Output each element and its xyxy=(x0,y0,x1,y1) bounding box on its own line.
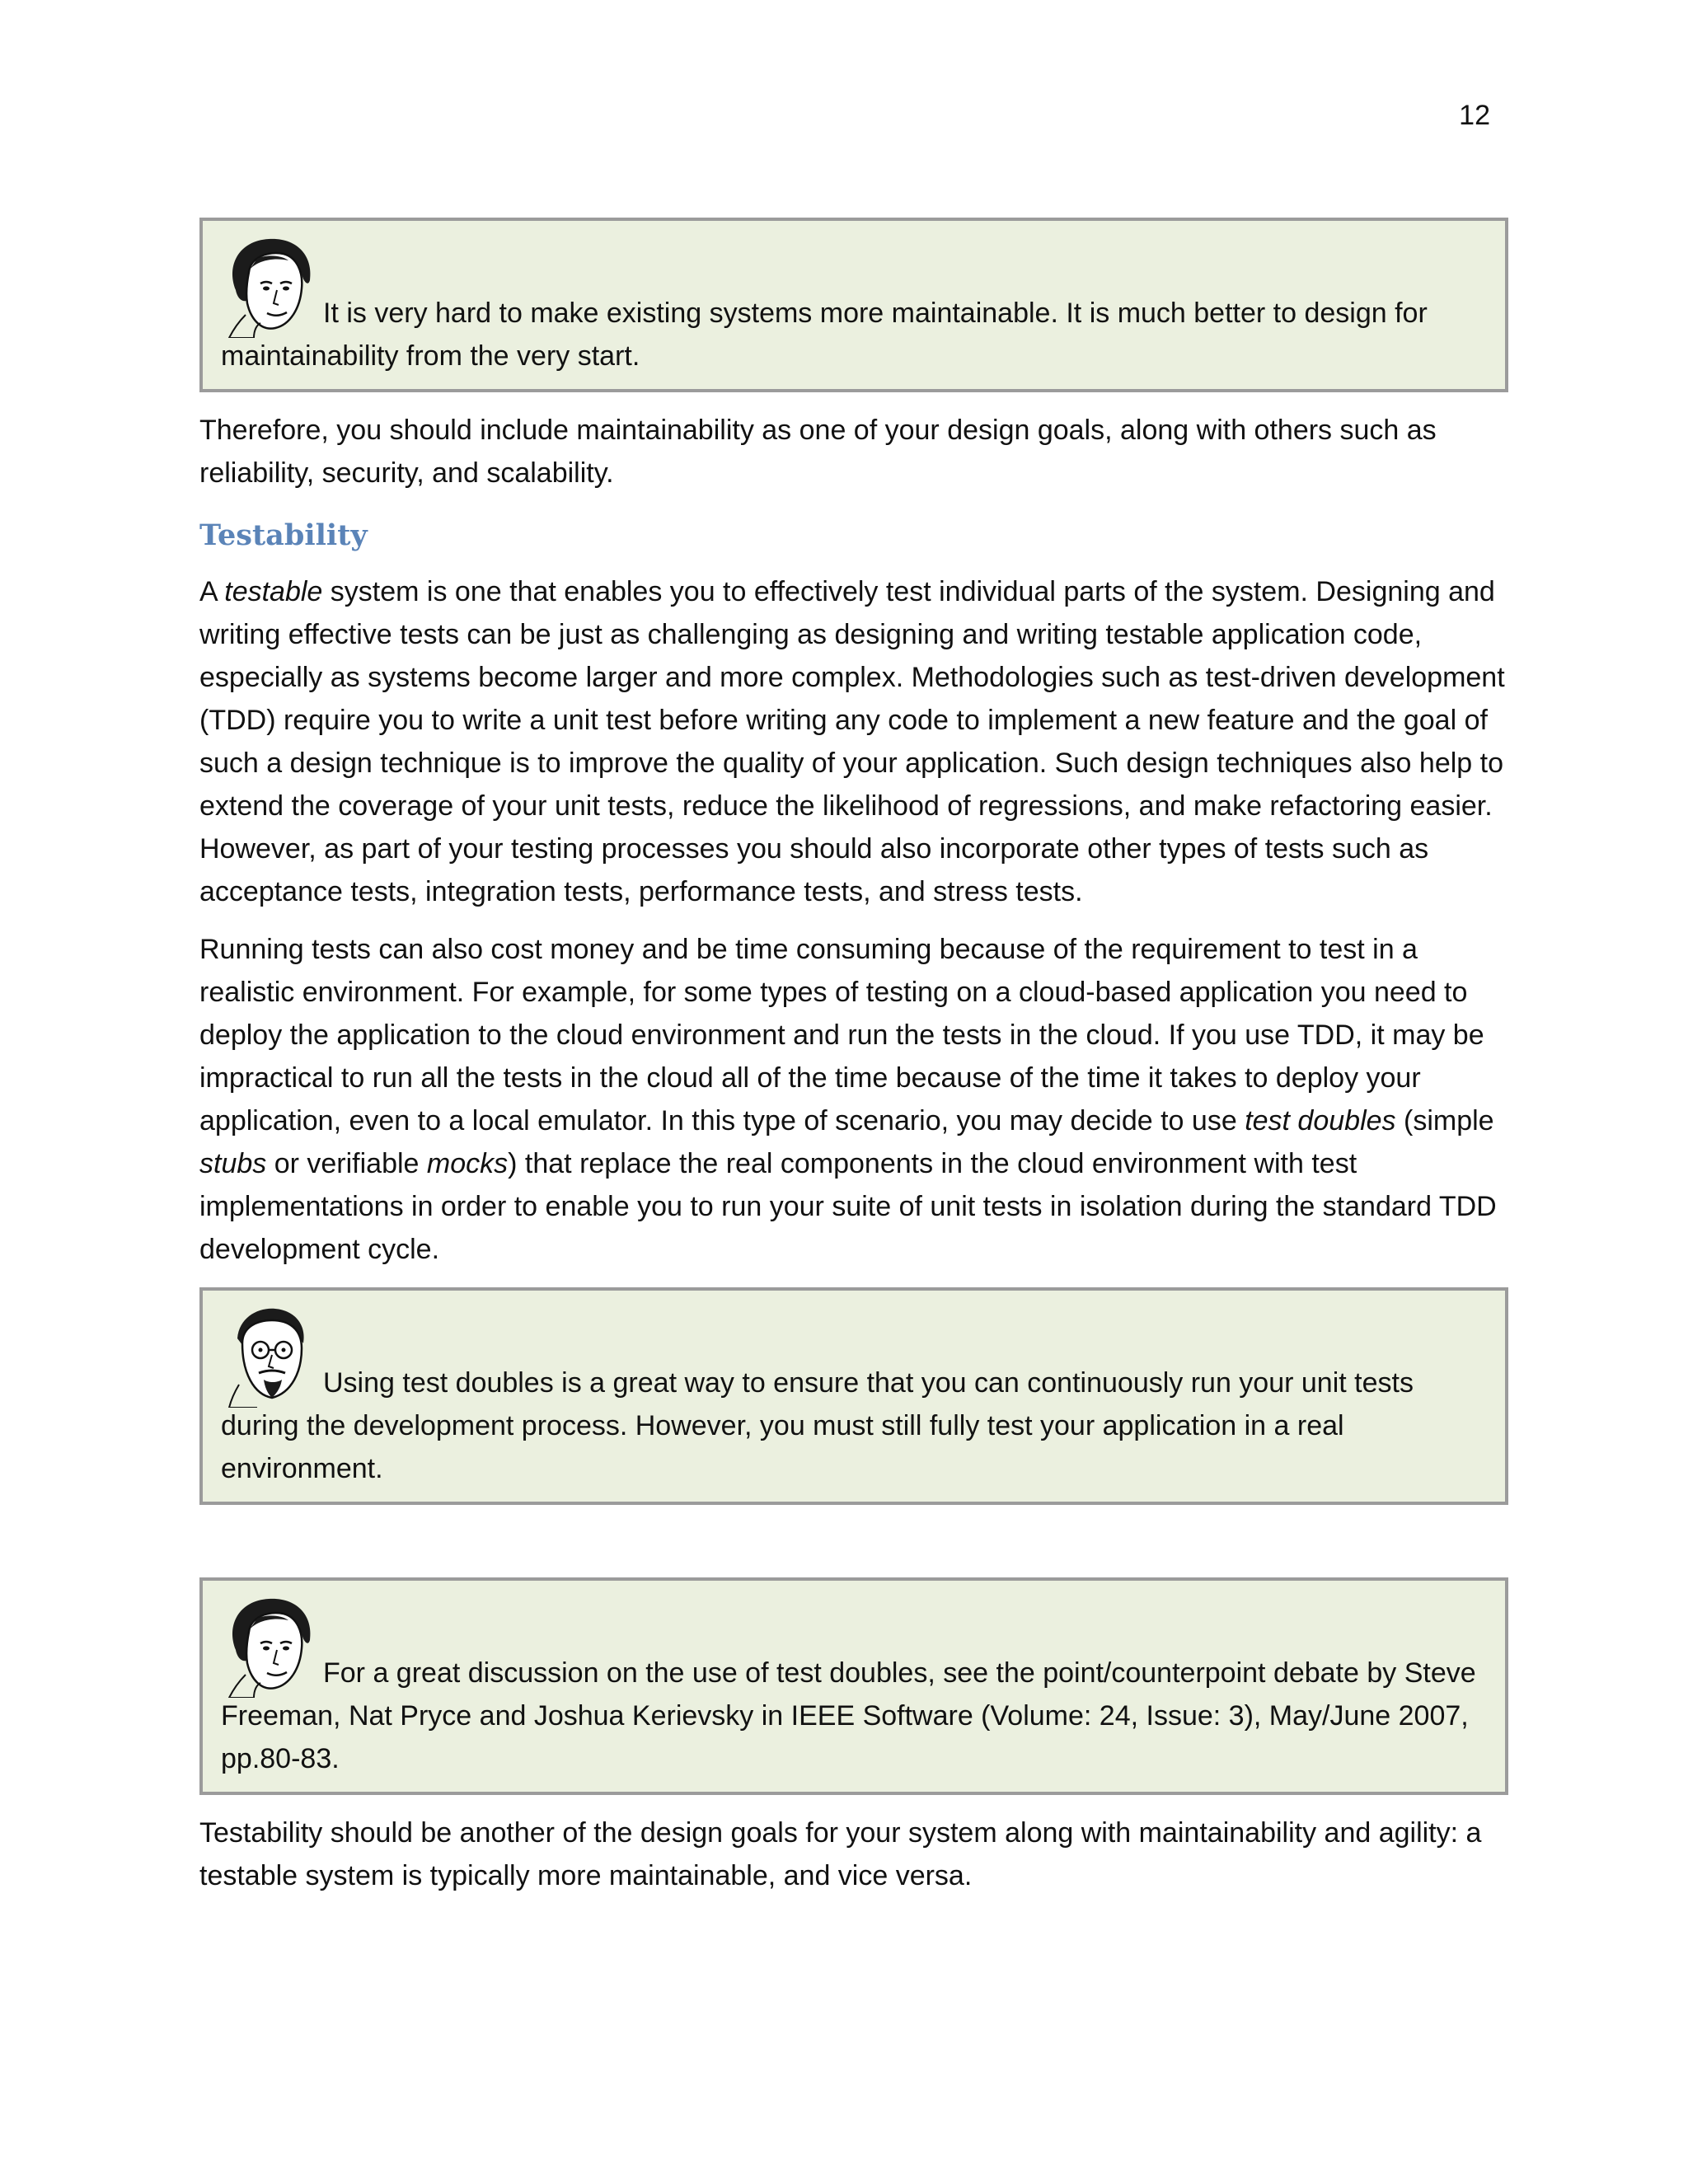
term-mocks: mocks xyxy=(426,1148,509,1179)
text-run: (simple xyxy=(1395,1105,1494,1137)
woman-face-icon xyxy=(221,232,320,338)
term-testable: testable xyxy=(224,576,323,607)
bearded-man-face-icon xyxy=(221,1302,320,1408)
text-run: or verifiable xyxy=(266,1148,427,1179)
callout-note-further-reading xyxy=(199,1577,1508,1795)
page-number: 12 xyxy=(1459,100,1490,131)
callout-note-test-doubles xyxy=(199,1287,1508,1505)
note-text: It is very hard to make existing systems more maintainable. It is much better to design for maintainability from the very start. xyxy=(221,298,1428,372)
paragraph-testable-system xyxy=(199,570,1508,913)
note-text: Using test doubles is a great way to ensure that you can continuously run your unit tests during the development process. However, you must still fully test your application in a real environment. xyxy=(221,1367,1414,1484)
paragraph-running-tests xyxy=(199,928,1508,1271)
section-heading-testability: Testability xyxy=(199,518,368,552)
term-stubs: stubs xyxy=(199,1148,267,1179)
woman-face-icon xyxy=(221,1592,320,1698)
note-text: For a great discussion on the use of test doubles, see the point/counterpoint debate by Steve Freeman, Nat Pryce and Joshua Kerievsky in IEEE Software (Volume: 24, Issue: 3), May/June 2007, pp.80-83. xyxy=(221,1657,1476,1774)
term-test-doubles: test doubles xyxy=(1245,1105,1396,1137)
text-run: system is one that enables you to effectively test individual parts of the system. Designing and writing effective tests can be just as challenging as designing and writing testable application code, especially as systems become larger and more complex. Methodologies such as test-driven development (TDD) require you to write a unit test before writing any code to implement a new feature and the goal of such a design technique is to improve the quality of your application. Such design techniques also help to extend the coverage of your unit tests, reduce the likelihood of regressions, and make refactoring easier. However, as part of your testing processes you should also incorporate other types of tests such as acceptance tests, integration tests, performance tests, and stress tests. xyxy=(199,576,1505,907)
paragraph-design-goals: Therefore, you should include maintainability as one of your design goals, along with others such as reliability, security, and scalability. xyxy=(199,415,1437,489)
text-run: A xyxy=(199,576,225,607)
text-run: ) that replace the real components in the cloud environment with test implementations in order to enable you to run your suite of unit tests in isolation during the standard TDD development cycle. xyxy=(199,1148,1497,1265)
text-run: Running tests can also cost money and be time consuming because of the requirement to test in a realistic environment. For example, for some types of testing on a cloud-based application you need to deploy the application to the cloud environment and run the tests in the cloud. If you use TDD, it may be impractical to run all the tests in the cloud all of the time because of the time it takes to deploy your application, even to a local emulator. In this type of scenario, you may decide to use xyxy=(199,934,1484,1137)
paragraph-testability-goal: Testability should be another of the design goals for your system along with maintainability and agility: a testable system is typically more maintainable, and vice versa. xyxy=(199,1817,1482,1891)
page-content xyxy=(199,218,1508,1897)
callout-note-maintainability xyxy=(199,218,1508,392)
